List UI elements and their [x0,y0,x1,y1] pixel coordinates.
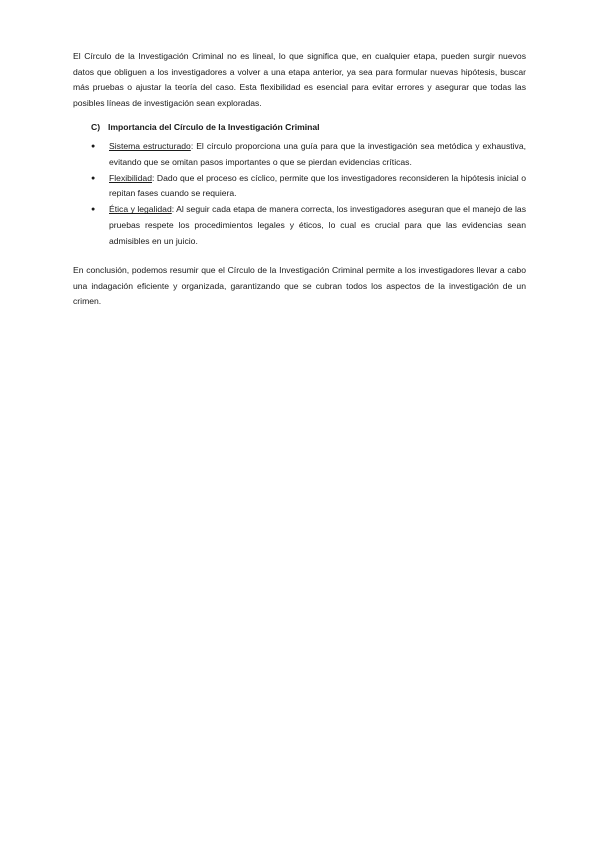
bullet-text: : Dado que el proceso es cíclico, permite que los investigadores reconsideren la hipótesis inicial o repitan fases cuando se requiera. [109,172,526,199]
bullet-term: Flexibilidad [109,172,152,183]
section-marker: C) [91,122,101,132]
bullet-term: Sistema estructurado [109,141,191,151]
bullet-text: : El círculo proporciona una guía para que la investigación sea metódica y exhaustiva, evitando que se omitan pasos importantes o que se pierdan evidencias críticas. [109,141,526,167]
bullet-icon: ● [91,143,96,150]
bullet-list [91,139,526,250]
bullet-icon: ● [91,206,96,214]
bullet-item-ethics-legality [91,202,526,249]
intro-paragraph: El Círculo de la Investigación Criminal no es lineal, lo que significa que, en cualquier etapa, pueden surgir nuevos datos que obliguen a los investigadores a volver a una etapa anterior, ya sea para formular nuevas hipótesis, buscar más pruebas o ajustar la teoría del caso. Esta flexibilidad es esencial para evitar errores y asegurar que todas las posibles líneas de investigación sean exploradas. [73,51,526,108]
bullet-text: : Al seguir cada etapa de manera correcta, los investigadores aseguran que el manejo de las pruebas respete los procedimientos legales y éticos, lo cual es crucial para que las evidencias sean admisibles en un juicio. [109,204,526,246]
conclusion-paragraph: En conclusión, podemos resumir que el Círculo de la Investigación Criminal permite a los investigadores llevar a cabo una indagación eficiente y organizada, garantizando que se cubran todos los aspectos de la investigación de un crimen. [73,265,526,307]
bullet-item-structured-system [91,139,526,170]
bullet-icon: ● [91,174,96,182]
bullet-term: Ética y legalidad [109,204,172,215]
bullet-item-flexibility [91,171,526,202]
section-heading [91,120,320,135]
section-title: Importancia del Círculo de la Investigación Criminal [108,122,320,132]
